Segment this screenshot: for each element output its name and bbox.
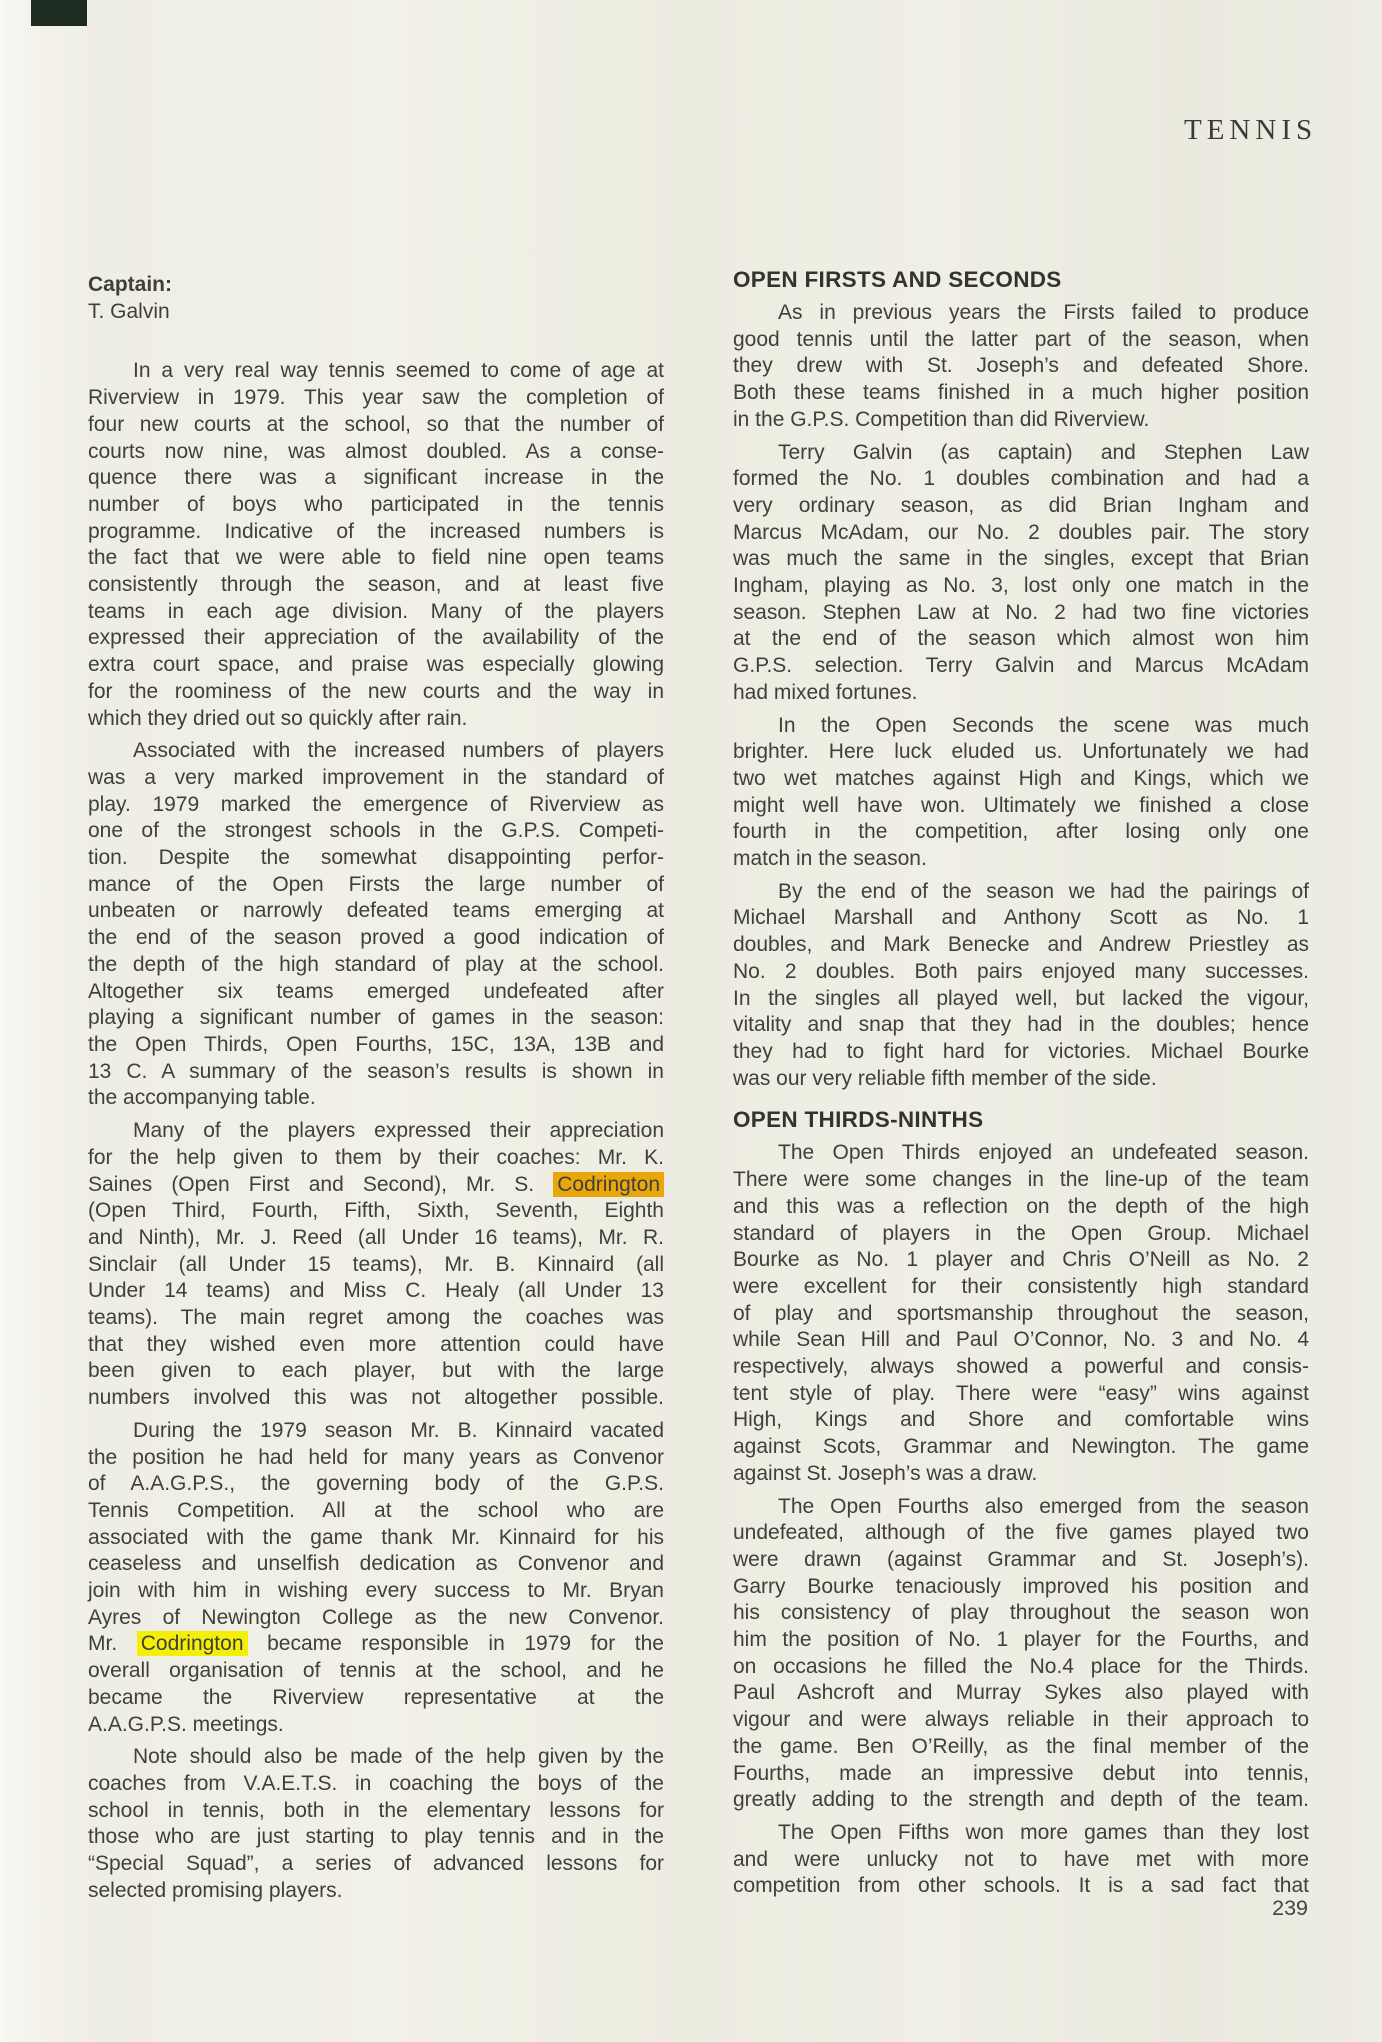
text-line: The Open Thirds enjoyed an undefeated season.: [778, 1141, 1309, 1165]
text-line: [88, 1631, 664, 1658]
text-line: the accompanying table.: [88, 1086, 316, 1110]
paragraph: [733, 1494, 1309, 1814]
paragraph: [88, 1418, 664, 1738]
text-line: on occasions he filled the No.4 place for the Thirds.: [733, 1654, 1309, 1678]
text-line: The Open Fifths won more games than they lost: [778, 1820, 1309, 1844]
highlighted-name-orange: Codrington: [553, 1172, 664, 1197]
text-line: Ayres of Newington College as the new Convenor.: [88, 1605, 664, 1629]
text-line: Sinclair (all Under 15 teams), Mr. B. Kinnaird (all: [88, 1252, 664, 1276]
text-line: was much the same in the singles, except that Brian: [733, 547, 1309, 571]
text-line: respectively, always showed a powerful and consis-: [733, 1355, 1309, 1379]
page-number: 239: [1272, 1896, 1308, 1920]
text-line: Bourke as No. 1 player and Chris O’Neill as No. 2: [733, 1248, 1309, 1272]
paragraph: [733, 300, 1309, 434]
text-line: In the Open Seconds the scene was much: [778, 713, 1309, 737]
text-line: school in tennis, both in the elementary lessons for: [88, 1798, 664, 1822]
text-line: had mixed fortunes.: [733, 680, 918, 704]
text-line: Terry Galvin (as captain) and Stephen Law: [778, 440, 1309, 464]
text-line: they had to fight hard for victories. Michael Bourke: [733, 1039, 1309, 1063]
text-line: teams in each age division. Many of the players: [88, 599, 664, 623]
text-line: formed the No. 1 doubles combination and had a: [733, 467, 1309, 491]
text-line: standard of players in the Open Group. Michael: [733, 1221, 1309, 1245]
text-line: courts now nine, was almost doubled. As a conse-: [88, 439, 664, 463]
scan-corner-mark: [31, 0, 87, 26]
text-line: which they dried out so quickly after rain.: [88, 706, 468, 730]
text-line: good tennis until the latter part of the season, when: [733, 327, 1309, 351]
text-line: Michael Marshall and Anthony Scott as No. 1: [733, 906, 1309, 930]
paragraph: [733, 1140, 1309, 1487]
text-line: mance of the Open Firsts the large number of: [88, 872, 664, 896]
text-line: teams). The main regret among the coaches was: [88, 1306, 664, 1330]
text-line: for the help given to them by their coaches: Mr. K.: [88, 1145, 664, 1169]
text-line: G.P.S. selection. Terry Galvin and Marcus McAdam: [733, 654, 1309, 678]
text-line: brighter. Here luck eluded us. Unfortunately we had: [733, 740, 1309, 764]
paragraph: [88, 358, 664, 732]
text-line: they drew with St. Joseph’s and defeated Shore.: [733, 354, 1309, 378]
text-line: programme. Indicative of the increased numbers is: [88, 519, 664, 543]
text-line: in the G.P.S. Competition than did Riverview.: [733, 407, 1150, 431]
section-heading: OPEN THIRDS-NINTHS: [733, 1107, 984, 1133]
text-line: selected promising players.: [88, 1878, 343, 1902]
text-line: “Special Squad”, a series of advanced lessons for: [88, 1852, 664, 1876]
text-line: Ingham, playing as No. 3, lost only one match in the: [733, 574, 1309, 598]
text-segment: Saines (Open First and Second), Mr. S.: [88, 1172, 554, 1196]
text-line: four new courts at the school, so that the number of: [88, 412, 664, 436]
section-heading: OPEN FIRSTS AND SECONDS: [733, 267, 1062, 292]
page-title: TENNIS: [1184, 114, 1318, 146]
text-line: greatly adding to the strength and depth of the team.: [733, 1788, 1309, 1812]
text-line: [88, 1172, 664, 1199]
text-line: the depth of the high standard of play at the school.: [88, 952, 664, 976]
text-line: 13 C. A summary of the season’s results is shown in: [88, 1059, 664, 1083]
text-line: No. 2 doubles. Both pairs enjoyed many successes.: [733, 959, 1309, 983]
text-line: fourth in the competition, after losing only one: [733, 820, 1309, 844]
text-line: the fact that we were able to field nine open teams: [88, 546, 664, 570]
text-line: the end of the season proved a good indication of: [88, 926, 664, 950]
text-line: play. 1979 marked the emergence of Riverview as: [88, 792, 664, 816]
text-line: coaches from V.A.E.T.S. in coaching the boys of the: [88, 1771, 664, 1795]
text-line: one of the strongest schools in the G.P.S. Competi-: [88, 819, 664, 843]
text-line: against St. Joseph’s was a draw.: [733, 1461, 1038, 1485]
text-line: Fourths, made an impressive debut into tennis,: [733, 1761, 1309, 1785]
text-line: vigour and were always reliable in their approach to: [733, 1708, 1309, 1732]
text-line: him the position of No. 1 player for the Fourths, and: [733, 1628, 1309, 1652]
text-line: ceaseless and unselfish dedication as Convenor and: [88, 1552, 664, 1576]
paragraph: [733, 713, 1309, 873]
text-line: of play and sportsmanship throughout the season,: [733, 1301, 1309, 1325]
text-line: join with him in wishing every success to Mr. Bryan: [88, 1579, 664, 1603]
text-line: of A.A.G.P.S., the governing body of the G.P.S.: [88, 1472, 664, 1496]
text-line: In a very real way tennis seemed to come of age at: [133, 359, 664, 383]
text-line: overall organisation of tennis at the school, and he: [88, 1659, 664, 1683]
text-line: competition from other schools. It is a sad fact that: [733, 1874, 1309, 1898]
text-line: match in the season.: [733, 847, 927, 871]
text-line: might well have won. Ultimately we finished a close: [733, 793, 1309, 817]
text-line: associated with the game thank Mr. Kinnaird for his: [88, 1525, 664, 1549]
text-line: doubles, and Mark Benecke and Andrew Priestley as: [733, 933, 1309, 957]
text-line: In the singles all played well, but lacked the vigour,: [733, 986, 1309, 1010]
text-line: [88, 272, 664, 299]
text-line: season. Stephen Law at No. 2 had two fine victories: [733, 600, 1309, 624]
highlighted-name-yellow: Codrington: [137, 1631, 248, 1656]
text-line: playing a significant number of games in the season:: [88, 1006, 664, 1030]
text-line: tent style of play. There were “easy” wins against: [733, 1381, 1309, 1405]
text-line: Under 14 teams) and Miss C. Healy (all Under 13: [88, 1279, 664, 1303]
text-line: those who are just starting to play tennis and in the: [88, 1825, 664, 1849]
text-line: Riverview in 1979. This year saw the completion of: [88, 386, 664, 410]
text-line: Tennis Competition. All at the school who are: [88, 1498, 664, 1522]
text-line: As in previous years the Firsts failed to produce: [778, 301, 1309, 324]
text-line: T. Galvin: [88, 299, 170, 323]
text-segment: Captain:: [88, 273, 172, 296]
text-line: the game. Ben O’Reilly, as the final member of the: [733, 1734, 1309, 1758]
text-segment: Mr.: [88, 1632, 137, 1656]
text-line: the Open Thirds, Open Fourths, 15C, 13A, 13B and: [88, 1032, 664, 1056]
text-line: The Open Fourths also emerged from the season: [778, 1494, 1309, 1518]
text-line: (Open Third, Fourth, Fifth, Sixth, Seventh, Eighth: [88, 1199, 664, 1223]
paragraph: [88, 738, 664, 1112]
text-line: There were some changes in the line-up of the team: [733, 1168, 1309, 1192]
paragraph: [88, 1744, 664, 1904]
text-line: was our very reliable fifth member of the side.: [733, 1066, 1157, 1090]
text-line: During the 1979 season Mr. B. Kinnaird vacated: [133, 1418, 664, 1442]
text-line: tion. Despite the somewhat disappointing perfor-: [88, 846, 664, 870]
text-line: unbeaten or narrowly defeated teams emerging at: [88, 899, 664, 923]
text-line: were excellent for their consistently high standard: [733, 1274, 1309, 1298]
text-line: numbers involved this was not altogether possible.: [88, 1386, 664, 1410]
text-line: quence there was a significant increase in the: [88, 466, 664, 490]
text-line: By the end of the season we had the pairings of: [778, 879, 1309, 903]
text-line: Altogether six teams emerged undefeated after: [88, 979, 664, 1003]
text-line: and were unlucky not to have met with more: [733, 1847, 1309, 1871]
text-segment: became responsible in 1979 for the: [247, 1632, 664, 1656]
text-line: High, Kings and Shore and comfortable wins: [733, 1408, 1309, 1432]
text-line: against Scots, Grammar and Newington. The game: [733, 1435, 1309, 1459]
text-line: Note should also be made of the help given by the: [133, 1745, 664, 1769]
text-line: became the Riverview representative at the: [88, 1685, 664, 1709]
text-line: expressed their appreciation of the availability of the: [88, 626, 664, 650]
text-line: vitality and snap that they had in the doubles; hence: [733, 1013, 1309, 1037]
text-line: while Sean Hill and Paul O’Connor, No. 3 and No. 4: [733, 1328, 1309, 1352]
text-line: for the roominess of the new courts and the way in: [88, 679, 664, 703]
captain-byline: [88, 272, 664, 325]
text-line: the position he had held for many years as Convenor: [88, 1445, 664, 1469]
right-column: [733, 266, 1309, 1900]
text-line: were drawn (against Grammar and St. Joseph’s).: [733, 1547, 1309, 1571]
text-line: consistently through the season, and at least five: [88, 573, 664, 597]
text-line: Many of the players expressed their appreciation: [133, 1119, 664, 1143]
text-line: and this was a reflection on the depth of the high: [733, 1194, 1309, 1218]
paragraph: [88, 1118, 664, 1412]
text-line: very ordinary season, as did Brian Ingham and: [733, 493, 1309, 517]
text-line: Marcus McAdam, our No. 2 doubles pair. The story: [733, 520, 1309, 544]
paragraph: [733, 440, 1309, 707]
text-line: Both these teams finished in a much higher position: [733, 381, 1309, 405]
left-column: [88, 266, 664, 1904]
text-line: been given to each player, but with the large: [88, 1359, 664, 1383]
text-line: that they wished even more attention could have: [88, 1332, 664, 1356]
text-line: was a very marked improvement in the standard of: [88, 765, 664, 789]
paragraph: [733, 879, 1309, 1093]
text-line: Garry Bourke tenaciously improved his position and: [733, 1574, 1309, 1598]
text-line: Associated with the increased numbers of players: [133, 739, 664, 763]
text-line: and Ninth), Mr. J. Reed (all Under 16 teams), Mr. R.: [88, 1225, 664, 1249]
text-line: two wet matches against High and Kings, which we: [733, 766, 1309, 790]
text-line: at the end of the season which almost won him: [733, 627, 1309, 651]
text-line: A.A.G.P.S. meetings.: [88, 1712, 284, 1736]
text-line: number of boys who participated in the tennis: [88, 492, 664, 516]
text-line: extra court space, and praise was especially glowing: [88, 653, 664, 677]
paragraph: [733, 1820, 1309, 1900]
text-line: undefeated, although of the five games played two: [733, 1521, 1309, 1545]
text-line: Paul Ashcroft and Murray Sykes also played with: [733, 1681, 1309, 1705]
text-line: his consistency of play throughout the season won: [733, 1601, 1309, 1625]
